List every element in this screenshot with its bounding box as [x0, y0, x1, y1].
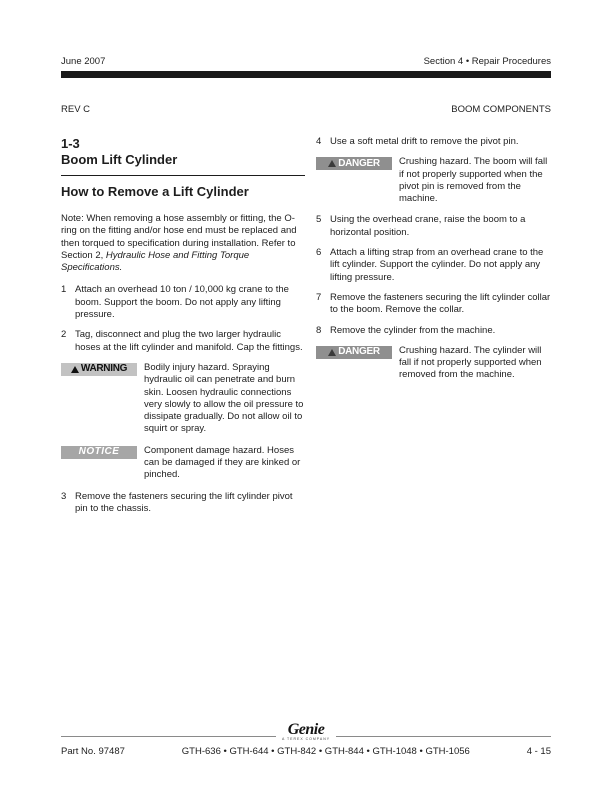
danger-badge-label: DANGER: [338, 346, 380, 358]
revision-label: REV C: [61, 104, 91, 115]
step-text: Using the overhead crane, raise the boom to a horizontal position.: [330, 214, 526, 238]
danger-triangle-icon: [328, 349, 336, 356]
section-title: Boom Lift Cylinder: [61, 152, 178, 167]
genie-logo-tagline: A TEREX COMPANY: [281, 737, 331, 741]
danger-text: Crushing hazard. The cylinder will fall if not properly supported when removed from the machine.: [399, 344, 542, 381]
note-text: Note: When removing a hose assembly or fitting, the O-ring on the fitting and/or hose end must be replaced and then torqued to specification during installation. Refer to Section 2,: [61, 213, 297, 261]
note-italic-reference: Hydraulic Hose and Fitting Torque Specifications.: [61, 249, 250, 274]
danger-block-1: [316, 156, 551, 205]
danger-block-2: [316, 345, 551, 382]
section-number: 1-3: [61, 136, 80, 151]
warning-triangle-icon: [71, 366, 79, 373]
step-text: Tag, disconnect and plug the two larger hydraulic hoses at the lift cylinder and manifold. Cap the fittings.: [75, 329, 303, 353]
notice-text: Component damage hazard. Hoses can be damaged if they are kinked or pinched.: [144, 444, 301, 481]
danger-badge: [316, 157, 392, 170]
step-5: [316, 214, 551, 239]
footer-page-number: 4 - 15: [526, 746, 551, 757]
step-number: 5: [316, 214, 322, 226]
notice-badge: [61, 446, 137, 459]
warning-block: [61, 362, 305, 436]
header-section-title: Section 4 • Repair Procedures: [423, 56, 551, 67]
danger-badge: [316, 346, 392, 359]
step-number: 3: [61, 490, 67, 502]
step-2: [61, 329, 305, 354]
header-date: June 2007: [61, 56, 106, 67]
step-6: [316, 247, 551, 284]
warning-badge-label: WARNING: [80, 363, 128, 375]
notice-block: [61, 445, 305, 482]
footer-rule-left: [61, 736, 276, 737]
step-3: [61, 491, 305, 516]
step-number: 7: [316, 291, 322, 303]
step-number: 2: [61, 329, 67, 341]
genie-logo: [276, 722, 336, 741]
danger-text: Crushing hazard. The boom will fall if not properly supported when the pivot pin is removed from the machine.: [399, 156, 548, 205]
step-number: 6: [316, 247, 322, 259]
right-column: [316, 136, 551, 391]
page-header: [61, 56, 551, 68]
sub-header: [61, 104, 551, 116]
components-label: BOOM COMPONENTS: [451, 104, 551, 115]
page-footer: [61, 722, 551, 758]
step-text: Remove the fasteners securing the lift cylinder pivot pin to the chassis.: [75, 490, 293, 514]
footer-part-number: Part No. 97487: [61, 746, 125, 757]
step-text: Attach a lifting strap from an overhead crane to the lift cylinder. Support the cylinder. Do not apply any lifting pressure.: [330, 247, 544, 283]
step-4: [316, 136, 551, 148]
section-rule: [61, 175, 305, 176]
step-number: 8: [316, 324, 322, 336]
footer-models: GTH-636 • GTH-644 • GTH-842 • GTH-844 • GTH-1048 • GTH-1056: [181, 746, 470, 757]
footer-text-row: [61, 746, 551, 758]
step-text: Remove the cylinder from the machine.: [330, 324, 496, 336]
section-heading: [61, 136, 305, 168]
header-rule: [61, 71, 551, 78]
danger-triangle-icon: [328, 160, 336, 167]
content-columns: [61, 136, 551, 523]
step-text: Remove the fasteners securing the lift cylinder collar to the boom. Remove the collar.: [330, 291, 551, 316]
note-paragraph: [61, 213, 305, 274]
warning-text: Bodily injury hazard. Spraying hydraulic oil can penetrate and burn skin. Loosen hydraulic connections very slowly to allow the oil pressure to dissipate gradually. Do not allow oil to squirt or spray.: [144, 361, 304, 435]
footer-logo-row: [61, 722, 551, 741]
footer-rule-right: [336, 736, 551, 737]
genie-logo-text: Genie: [287, 721, 325, 738]
danger-badge-label: DANGER: [338, 157, 380, 169]
howto-title: How to Remove a Lift Cylinder: [61, 184, 249, 199]
step-7: [316, 292, 551, 317]
step-number: 4: [316, 136, 322, 147]
step-text: Use a soft metal drift to remove the pivot pin.: [330, 136, 519, 147]
notice-badge-label: NOTICE: [78, 446, 120, 458]
step-number: 1: [61, 284, 67, 296]
warning-badge: [61, 363, 137, 376]
step-8: [316, 325, 551, 337]
step-text: Attach an overhead 10 ton / 10,000 kg crane to the boom. Support the boom. Do not apply any lifting pressure.: [75, 284, 289, 321]
step-1: [61, 284, 305, 321]
left-column: [61, 136, 305, 523]
